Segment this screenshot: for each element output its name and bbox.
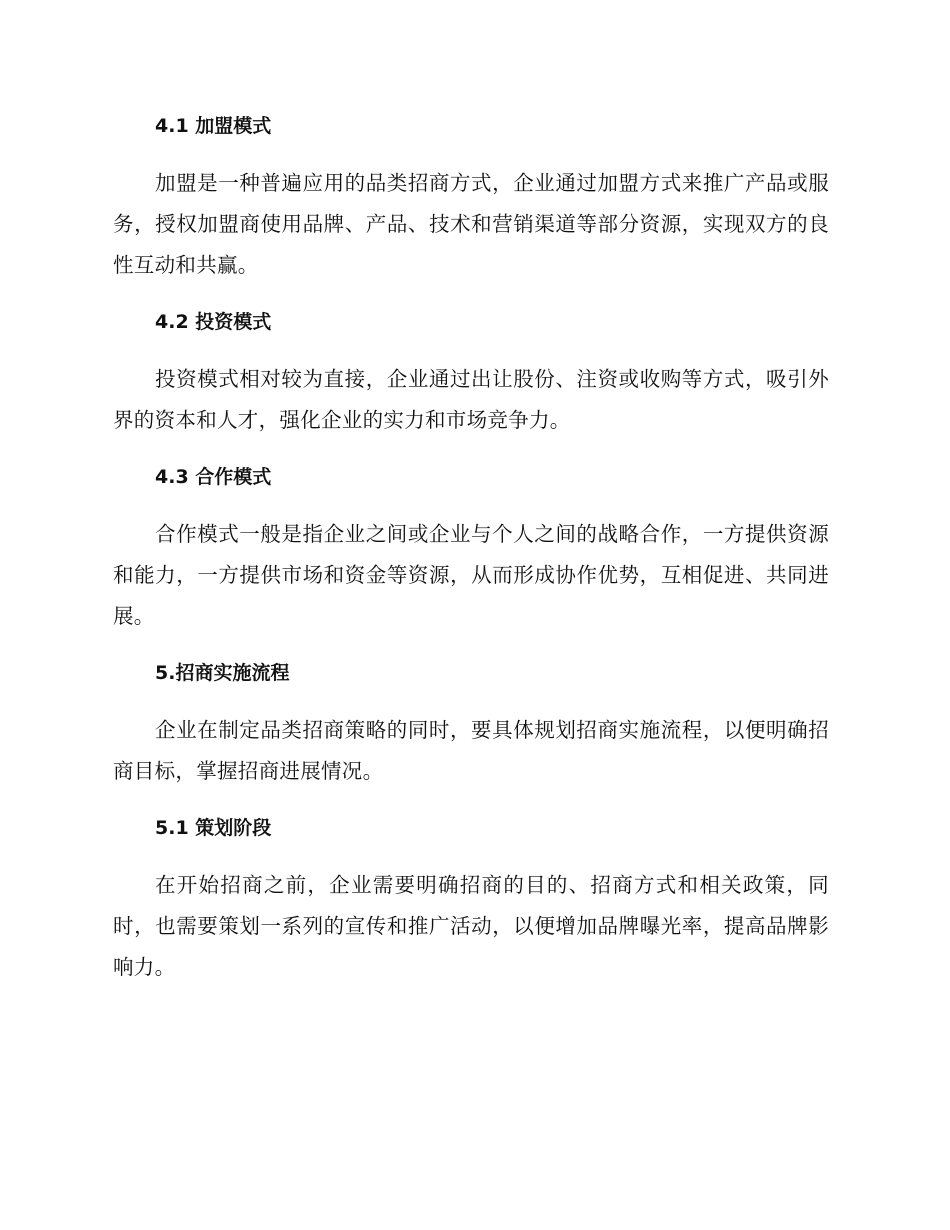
section-body-5: 企业在制定品类招商策略的同时，要具体规划招商实施流程，以便明确招商目标，掌握招商进展情况。	[113, 718, 829, 783]
section-body-4-3: 合作模式一般是指企业之间或企业与个人之间的战略合作，一方提供资源和能力，一方提供市场和资金等资源，从而形成协作优势，互相促进、共同进展。	[113, 522, 829, 628]
section-heading-5: 5.招商实施流程	[155, 662, 290, 684]
section-body-5-1: 在开始招商之前，企业需要明确招商的目的、招商方式和相关政策，同时，也需要策划一系列的宣传和推广活动，以便增加品牌曝光率，提高品牌影响力。	[113, 873, 829, 979]
section-heading-4-1: 4.1 加盟模式	[155, 115, 272, 137]
section-body-4-2: 投资模式相对较为直接，企业通过出让股份、注资或收购等方式，吸引外界的资本和人才，强化企业的实力和市场竞争力。	[113, 367, 829, 432]
document-content	[113, 111, 829, 1009]
section-heading-4-2: 4.2 投资模式	[155, 311, 272, 333]
section-body-4-1: 加盟是一种普遍应用的品类招商方式，企业通过加盟方式来推广产品或服务，授权加盟商使用品牌、产品、技术和营销渠道等部分资源，实现双方的良性互动和共赢。	[113, 171, 829, 277]
section-heading-5-1: 5.1 策划阶段	[155, 817, 272, 839]
section-heading-4-3: 4.3 合作模式	[155, 466, 272, 488]
